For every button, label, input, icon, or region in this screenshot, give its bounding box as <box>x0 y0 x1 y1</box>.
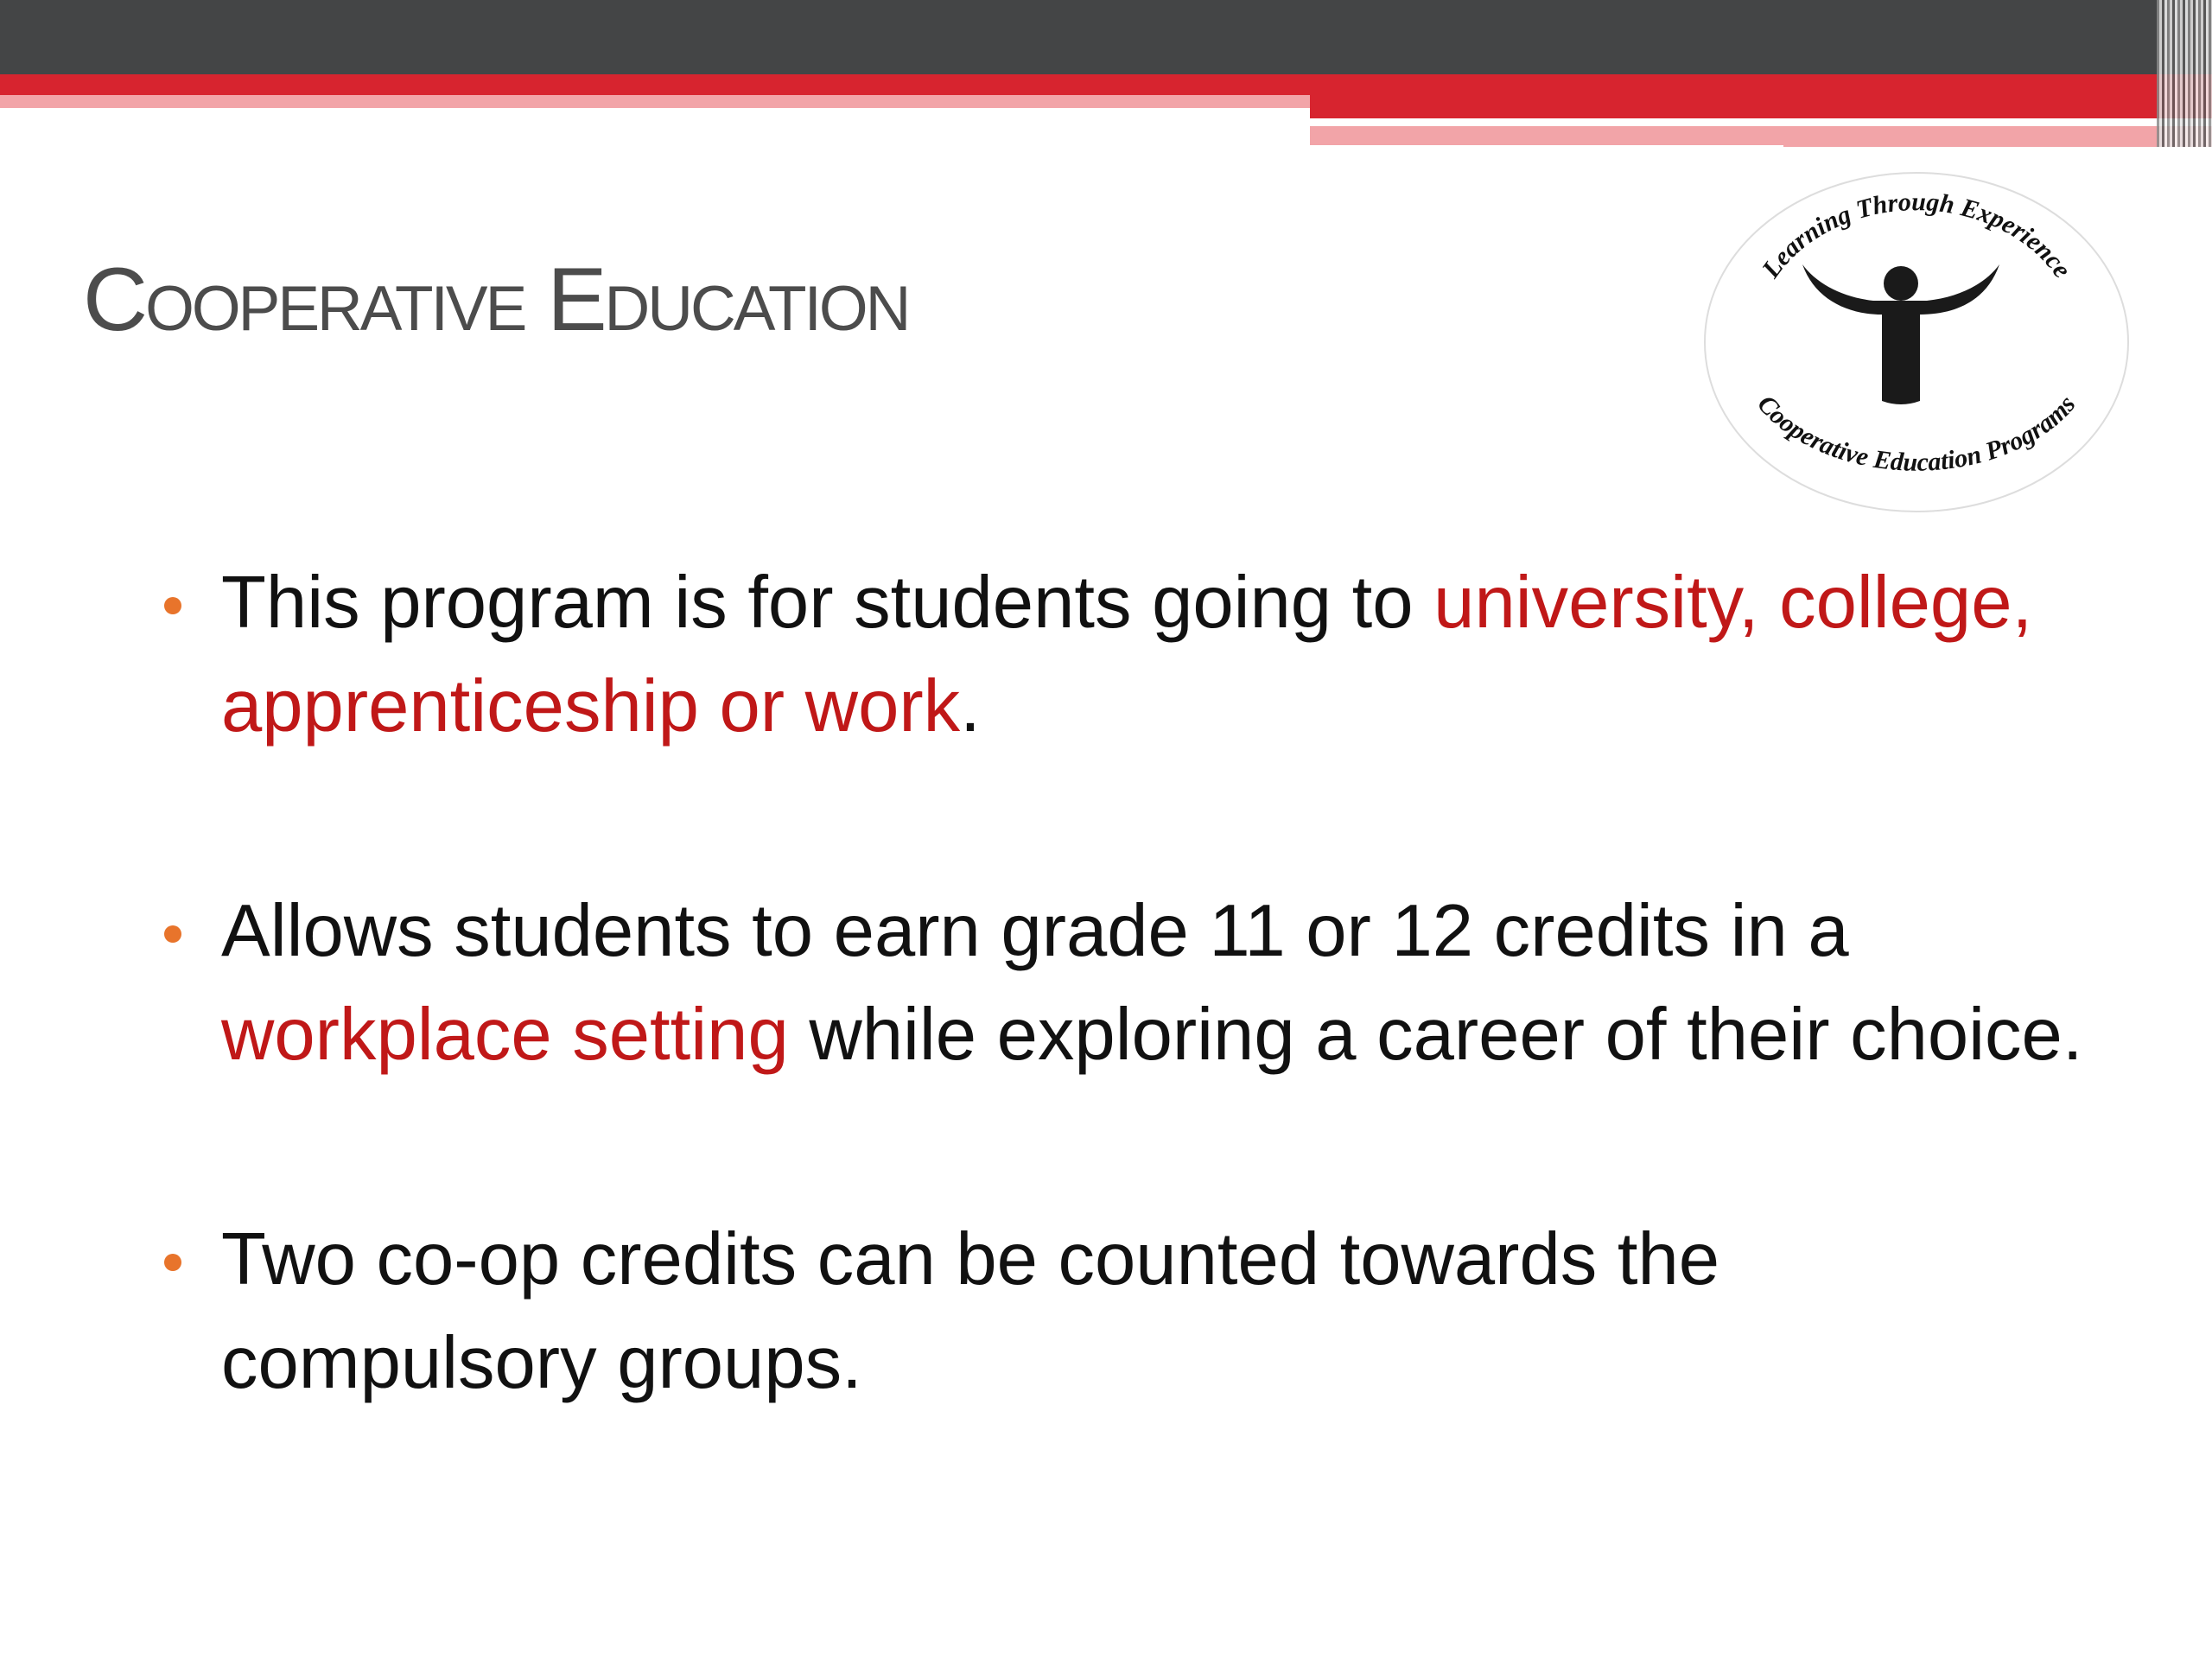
logo-top-text: Learning Through Experience <box>1756 188 2077 283</box>
bullet-text: Two co-op credits can be counted towards the compulsory groups. <box>221 1218 1720 1404</box>
header-edge-stripes <box>2157 0 2212 147</box>
bullet-list <box>161 551 2113 1415</box>
bullet-highlight: university, college, apprenticeship or work <box>221 562 2033 747</box>
bullet-marker-icon <box>164 1254 181 1271</box>
header-red-step <box>1310 95 2212 118</box>
bullet-item <box>161 880 2113 1087</box>
bullet-text-end: while exploring a career of their choice. <box>788 994 2083 1076</box>
header-pink-band <box>0 95 1310 108</box>
bullet-text-end: . <box>960 665 981 747</box>
bullet-item <box>161 551 2113 759</box>
header-pink-tail <box>1783 142 2212 147</box>
header-dark-band <box>0 0 2212 74</box>
bullet-highlight: workplace setting <box>221 994 789 1076</box>
bullet-text: This program is for students going to <box>221 562 1434 644</box>
bullet-item <box>161 1208 2113 1415</box>
bullet-marker-icon <box>164 597 181 614</box>
header-white-line <box>1310 118 2212 126</box>
logo-bottom-text: Cooperative Education Programs <box>1751 390 2082 477</box>
bullet-marker-icon <box>164 925 181 943</box>
bullet-text: Allows students to earn grade 11 or 12 credits in a <box>221 890 1849 972</box>
coop-logo <box>1700 169 2133 515</box>
header-red-band <box>0 74 2212 95</box>
slide-title: Cooperative Education <box>83 250 909 350</box>
